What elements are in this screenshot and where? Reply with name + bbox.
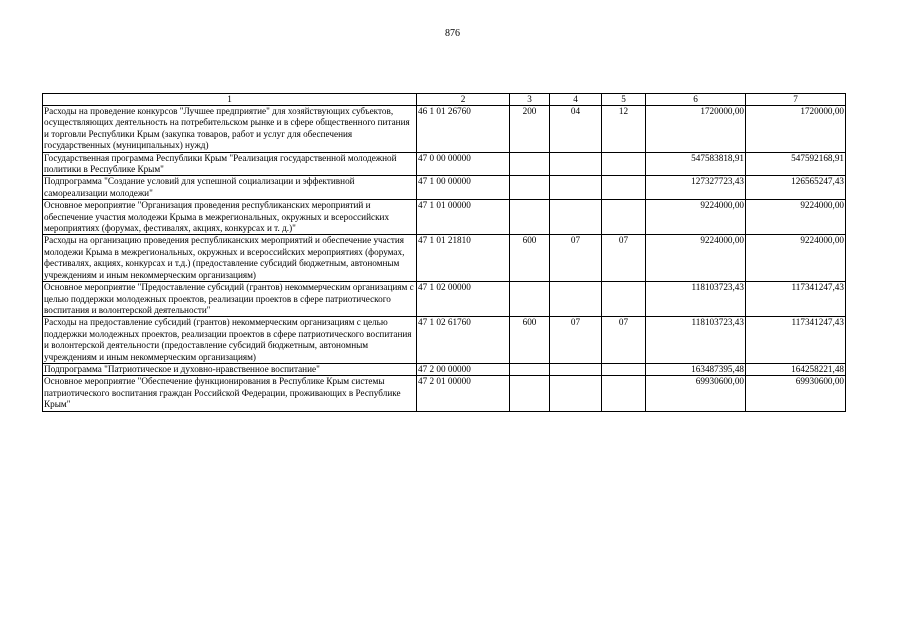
row-amount1-cell: 9224000,00 <box>646 235 746 282</box>
row-name-cell: Расходы на организацию проведения республиканских мероприятий и обеспечение участия молодежи Крыма в межрегиональных, окружных и всероссийских мероприятиях (форумах, фестивалях, акциях, конкурсах и т.д.) (предоставление субсидий бюджетным, автономным учреждениям и иным некоммерческим организациям) <box>43 235 417 282</box>
row-amount1-cell: 69930600,00 <box>646 376 746 411</box>
table-row <box>43 376 846 411</box>
row-col5-cell <box>602 282 646 317</box>
row-col4-cell: 07 <box>550 317 602 364</box>
row-code-cell: 47 2 01 00000 <box>417 376 510 411</box>
row-amount2-cell: 9224000,00 <box>746 200 846 235</box>
row-col5-cell <box>602 200 646 235</box>
table-row <box>43 317 846 364</box>
row-code-cell: 47 0 00 00000 <box>417 152 510 176</box>
header-col-2: 2 <box>417 94 510 106</box>
row-code-cell: 47 1 01 21810 <box>417 235 510 282</box>
row-col3-cell <box>510 282 550 317</box>
row-code-cell: 47 1 00 00000 <box>417 176 510 200</box>
row-name-cell: Основное мероприятие "Обеспечение функционирования в Республике Крым системы патриотического воспитания граждан Российской Федерации, проживающих в Республике Крым" <box>43 376 417 411</box>
table-row <box>43 235 846 282</box>
header-row <box>43 94 846 106</box>
row-amount1-cell: 1720000,00 <box>646 106 746 153</box>
row-amount1-cell: 163487395,48 <box>646 363 746 375</box>
row-amount2-cell: 117341247,43 <box>746 317 846 364</box>
row-col4-cell <box>550 200 602 235</box>
header-col-5: 5 <box>602 94 646 106</box>
table-row <box>43 106 846 153</box>
row-code-cell: 47 2 00 00000 <box>417 363 510 375</box>
row-col4-cell: 07 <box>550 235 602 282</box>
row-code-cell: 47 1 02 00000 <box>417 282 510 317</box>
row-col4-cell <box>550 376 602 411</box>
page-number: 876 <box>445 28 460 39</box>
row-col4-cell <box>550 363 602 375</box>
row-col3-cell <box>510 200 550 235</box>
row-name-cell: Основное мероприятие "Организация проведения республиканских мероприятий и обеспечение участия молодежи Крыма в межрегиональных, окружных и всероссийских мероприятиях (форумах, фестивалях, акциях, конкурсах и т. д.)" <box>43 200 417 235</box>
row-col5-cell <box>602 376 646 411</box>
row-col4-cell: 04 <box>550 106 602 153</box>
row-amount2-cell: 164258221,48 <box>746 363 846 375</box>
row-name-cell: Подпрограмма "Создание условий для успешной социализации и эффективной самореализации молодежи" <box>43 176 417 200</box>
header-col-4: 4 <box>550 94 602 106</box>
table-row <box>43 363 846 375</box>
row-col5-cell <box>602 363 646 375</box>
row-amount1-cell: 118103723,43 <box>646 317 746 364</box>
budget-table <box>42 93 846 412</box>
row-col4-cell <box>550 152 602 176</box>
row-amount1-cell: 547583818,91 <box>646 152 746 176</box>
row-name-cell: Расходы на предоставление субсидий (грантов) некоммерческим организациям с целью поддержки молодежных проектов, реализации проектов в сфере патриотического воспитания и волонтерской деятельности (предоставление субсидий бюджетным, автономным учреждениям и иным некоммерческим организациям) <box>43 317 417 364</box>
row-col3-cell: 200 <box>510 106 550 153</box>
row-amount2-cell: 1720000,00 <box>746 106 846 153</box>
row-col3-cell <box>510 152 550 176</box>
row-name-cell: Подпрограмма "Патриотическое и духовно-нравственное воспитание" <box>43 363 417 375</box>
row-name-cell: Государственная программа Республики Крым "Реализация государственной молодежной политики в Республике Крым" <box>43 152 417 176</box>
header-col-6: 6 <box>646 94 746 106</box>
row-col5-cell: 12 <box>602 106 646 153</box>
row-col5-cell: 07 <box>602 317 646 364</box>
row-col3-cell: 600 <box>510 317 550 364</box>
row-col3-cell <box>510 363 550 375</box>
row-amount2-cell: 117341247,43 <box>746 282 846 317</box>
row-col5-cell: 07 <box>602 235 646 282</box>
header-col-3: 3 <box>510 94 550 106</box>
row-col5-cell <box>602 176 646 200</box>
row-amount2-cell: 547592168,91 <box>746 152 846 176</box>
table-row <box>43 200 846 235</box>
row-name-cell: Основное мероприятие "Предоставление субсидий (грантов) некоммерческим организациям с целью поддержки молодежных проектов, реализации проектов в сфере патриотического воспитания и волонтерской деятельности" <box>43 282 417 317</box>
row-amount1-cell: 9224000,00 <box>646 200 746 235</box>
header-col-1: 1 <box>43 94 417 106</box>
row-col4-cell <box>550 176 602 200</box>
row-col5-cell <box>602 152 646 176</box>
table-row <box>43 152 846 176</box>
row-col4-cell <box>550 282 602 317</box>
table-row <box>43 282 846 317</box>
row-col3-cell: 600 <box>510 235 550 282</box>
row-col3-cell <box>510 176 550 200</box>
row-code-cell: 47 1 01 00000 <box>417 200 510 235</box>
row-amount2-cell: 69930600,00 <box>746 376 846 411</box>
row-code-cell: 46 1 01 26760 <box>417 106 510 153</box>
row-amount2-cell: 126565247,43 <box>746 176 846 200</box>
row-amount1-cell: 127327723,43 <box>646 176 746 200</box>
row-amount1-cell: 118103723,43 <box>646 282 746 317</box>
table-row <box>43 176 846 200</box>
row-name-cell: Расходы на проведение конкурсов "Лучшее предприятие" для хозяйствующих субъектов, осуществляющих деятельность на потребительском рынке и в сфере общественного питания и торговли Республики Крым (закупка товаров, работ и услуг для обеспечения государственных (муниципальных) нужд) <box>43 106 417 153</box>
row-col3-cell <box>510 376 550 411</box>
header-col-7: 7 <box>746 94 846 106</box>
row-amount2-cell: 9224000,00 <box>746 235 846 282</box>
row-code-cell: 47 1 02 61760 <box>417 317 510 364</box>
